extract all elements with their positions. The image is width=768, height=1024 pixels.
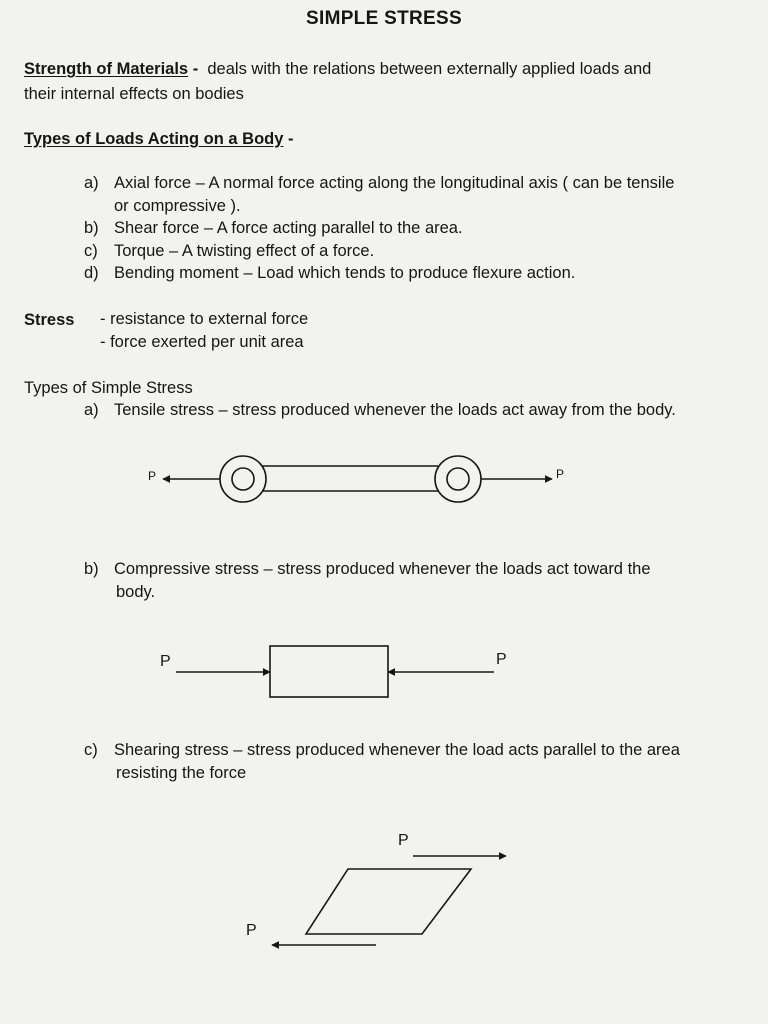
shear-parallelogram <box>306 869 471 934</box>
list-marker: a) <box>84 174 99 192</box>
list-marker: d) <box>84 264 99 282</box>
shear-diagram <box>272 856 506 945</box>
list-marker: c) <box>84 741 98 759</box>
shear-label-top: P <box>398 832 409 849</box>
tensile-left-eye <box>220 456 266 502</box>
stress-term: Stress <box>24 311 75 329</box>
load-item-text: Shear force – A force acting parallel to the area. <box>114 219 463 237</box>
compressive-diagram <box>176 646 494 697</box>
page-title: SIMPLE STRESS <box>306 8 462 29</box>
compressive-item-cont: body. <box>116 583 156 601</box>
tensile-diagram <box>163 456 552 502</box>
compressive-label-right: P <box>496 651 507 668</box>
loads-heading-text: Types of Loads Acting on a Body <box>24 130 284 148</box>
tensile-bar <box>262 466 438 491</box>
tensile-label-left: P <box>148 469 157 483</box>
tensile-text: Tensile stress – stress produced whenever the loads act away from the body. <box>114 401 676 419</box>
shearing-text: Shearing stress – stress produced whenever the load acts parallel to the area <box>114 741 680 759</box>
list-marker: b) <box>84 560 99 578</box>
tensile-label-right: P <box>556 467 565 481</box>
load-item-text: Axial force – A normal force acting along the longitudinal axis ( can be tensile <box>114 174 675 192</box>
intro-term: Strength of Materials <box>24 60 189 78</box>
intro-text-1: deals with the relations between externally applied loads and <box>207 60 652 78</box>
compressive-block <box>270 646 388 697</box>
list-marker: a) <box>84 401 99 419</box>
simple-stress-heading: Types of Simple Stress <box>24 379 193 397</box>
compressive-text: Compressive stress – stress produced whenever the loads act toward the <box>114 560 651 578</box>
loads-heading-suffix: - <box>283 130 294 148</box>
stress-def-1: - resistance to external force <box>100 310 309 328</box>
tensile-right-eye <box>435 456 481 502</box>
list-marker: c) <box>84 242 98 260</box>
compressive-label-left: P <box>160 653 171 670</box>
list-marker: b) <box>84 219 99 237</box>
load-item-text: Torque – A twisting effect of a force. <box>114 242 375 260</box>
shear-label-bottom: P <box>246 922 257 939</box>
load-item-a-cont: or compressive ). <box>114 197 241 215</box>
intro-line-2: their internal effects on bodies <box>24 85 244 103</box>
load-item-text: Bending moment – Load which tends to produce flexure action. <box>114 264 576 282</box>
shearing-item-cont: resisting the force <box>116 764 247 782</box>
stress-def-2: - force exerted per unit area <box>100 333 304 351</box>
intro-term-suffix: - <box>188 60 199 78</box>
